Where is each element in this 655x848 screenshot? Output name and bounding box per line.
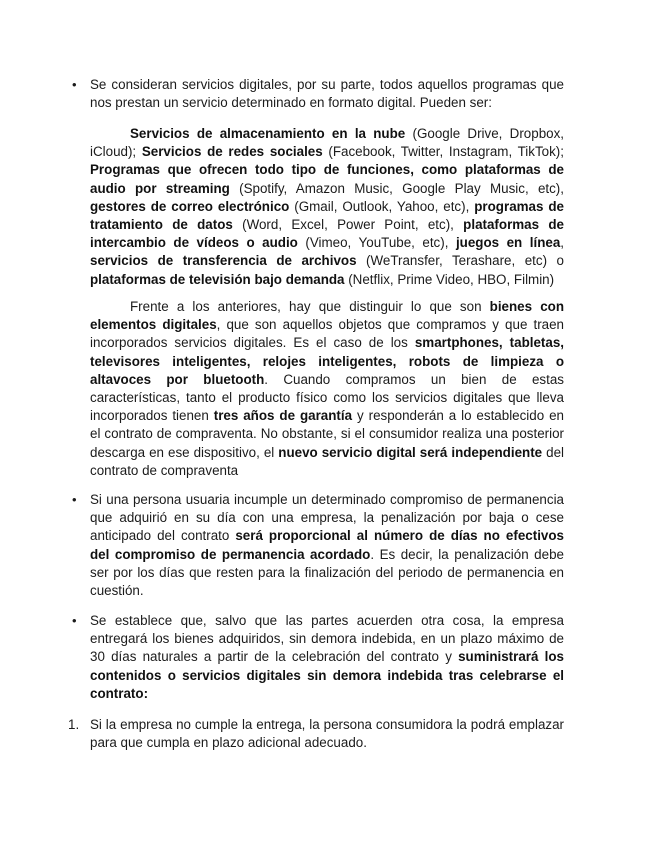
numbered-item-1-text: Si la empresa no cumple la entrega, la persona consumidora la podrá emplazar para que cumpla en plazo adicional adecuado.	[90, 717, 564, 751]
services-text: Servicios de almacenamiento en la nube (Google Drive, Dropbox, iCloud); Servicios de redes sociales (Facebook, Twitter, Instagram, TikTok); Programas que ofrecen todo tipo de funciones, como plataformas de audio por streaming (Spotify, Amazon Music, Google Play Music, etc), gestores de correo electrónico (Gmail, Outlook, Yahoo, etc), programas de tratamiento de datos (Word, Excel, Power Point, etc), plataformas de intercambio de vídeos o audio (Vimeo, YouTube, etc), juegos en línea, servicios de transferencia de archivos (WeTransfer, Terashare, etc) o plataformas de televisión bajo demanda (Netflix, Prime Video, HBO, Filmin)	[90, 126, 564, 287]
bullet-marker: •	[72, 77, 77, 92]
bullet-3	[90, 612, 564, 703]
numbered-item-1	[90, 716, 564, 752]
services-paragraph	[90, 125, 564, 289]
bullet-2	[90, 491, 564, 600]
goods-paragraph	[90, 298, 564, 480]
bullet-2-text: Si una persona usuaria incumple un determinado compromiso de permanencia que adquirió en su día con una empresa, la penalización por baja o cese anticipado del contrato será proporcional al número de días no efectivos del compromiso de permanencia acordado. Es decir, la penalización debe ser por los días que resten para la finalización del periodo de permanencia en cuestión.	[90, 492, 564, 599]
list-number: 1.	[68, 717, 80, 732]
bullet-marker: •	[72, 613, 77, 628]
bullet-1-text: Se consideran servicios digitales, por su parte, todos aquellos programas que nos prestan un servicio determinado en formato digital. Pueden ser:	[90, 77, 564, 111]
bullet-marker: •	[72, 492, 77, 507]
goods-text: Frente a los anteriores, hay que distinguir lo que son bienes con elementos digitales, que son aquellos objetos que compramos y que traen incorporados servicios digitales. Es el caso de los smartphones, tabletas, televisores inteligentes, relojes inteligentes, robots de limpieza o altavoces por bluetooth. Cuando compramos un bien de estas características, tanto el producto físico como los servicios digitales que lleva incorporados tienen tres años de garantía y responderán a lo establecido en el contrato de compraventa. No obstante, si el consumidor realiza una posterior descarga en ese dispositivo, el nuevo servicio digital será independiente del contrato de compraventa	[90, 299, 565, 478]
bullet-3-text: Se establece que, salvo que las partes acuerden otra cosa, la empresa entregará los bienes adquiridos, sin demora indebida, en un plazo máximo de 30 días naturales a partir de la celebración del contrato y suministrará los contenidos o servicios digitales sin demora indebida tras celebrarse el contrato:	[90, 613, 564, 701]
bullet-1	[90, 76, 564, 112]
